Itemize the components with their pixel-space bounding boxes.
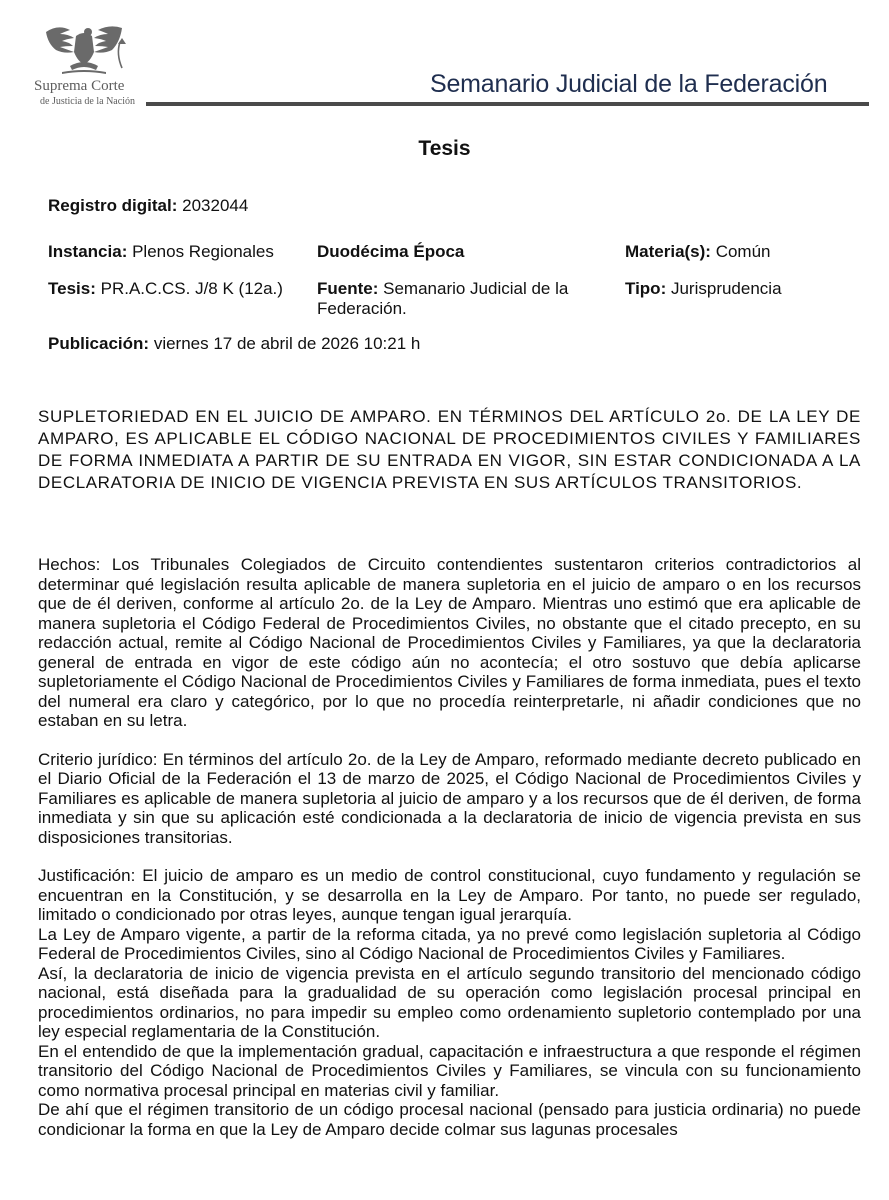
eagle-seal-icon [36,22,136,80]
tipo-value: Jurisprudencia [670,279,782,298]
justificacion-paragraph: De ahí que el régimen transitorio de un código procesal nacional (pensado para justicia ordinaria) no puede condicionar la forma en que la Ley de Amparo decide colmar sus lagunas procesales [38,1100,861,1139]
tesis-label: Tesis: [48,279,96,298]
publicacion-label: Publicación: [48,334,150,353]
tesis-value: PR.A.C.CS. J/8 K (12a.) [100,279,283,298]
fuente [317,279,607,319]
registro-digital [48,196,248,216]
materia-value: Común [715,242,771,261]
tipo-label: Tipo: [625,279,667,298]
justificacion-paragraph: Justificación: El juicio de amparo es un medio de control constitucional, cuyo fundamento y regulación se encuentran en la Constitución, y se desarrolla en la Ley de Amparo. Por tanto, no puede ser regulado, limitado o condicionado por otras leyes, aunque tengan igual jerarquía. [38,866,861,924]
epoca-value: Duodécima Época [317,242,465,261]
materia-label: Materia(s): [625,242,711,261]
instancia-value: Plenos Regionales [132,242,274,261]
header-divider [146,102,869,106]
justificacion-paragraph: La Ley de Amparo vigente, a partir de la reforma citada, ya no prevé como legislación supletoria al Código Federal de Procedimientos Civiles, sino al Código Nacional de Procedimientos Civiles y Familiares. [38,924,861,963]
epoca [317,242,464,262]
registro-value: 2032044 [182,196,249,215]
tipo [625,279,782,299]
page-header [0,0,889,112]
justificacion-paragraph: Así, la declaratoria de inicio de vigencia prevista en el artículo segundo transitorio del mencionado código nacional, está diseñada para la gradualidad de su operación como legislación procesal principal en procedimientos ordinarios, no para impedir su empleo como ordenamiento supletorio contemplado por una ley especial reglamentaria de la Constitución. [38,963,861,1041]
criterio-paragraph: Criterio jurídico: En términos del artículo 2o. de la Ley de Amparo, reformado mediante decreto publicado en el Diario Oficial de la Federación el 13 de marzo de 2025, el Código Nacional de Procedimientos Civiles y Familiares es aplicable de manera supletoria al juicio de amparo y a los recursos que de él deriven, de forma inmediata y sin que su aplicación esté condicionada a la declaratoria de inicio de vigencia prevista en sus disposiciones transitorias. [38,749,861,847]
hechos-paragraph: Hechos: Los Tribunales Colegiados de Circuito contendientes sustentaron criterios contradictorios al determinar qué legislación resulta aplicable de manera supletoria en el juicio de amparo o en los recursos que de él deriven, conforme al artículo 2o. de la Ley de Amparo. Mientras uno estimó que era aplicable de manera supletoria el Código Federal de Procedimientos Civiles, no obstante que el citado precepto, en su redacción actual, remite al Código Nacional de Procedimientos Civiles y Familiares, ya que la declaratoria general de entrada en vigor de este código aún no acontecía; el otro sostuvo que debía aplicarse supletoriamente el Código Nacional de Procedimientos Civiles y Familiares de forma inmediata, pues el texto del numeral era claro y categórico, por lo que no procedía reinterpretarle, ni añadir condiciones que no estaban en su letra. [38,555,861,730]
fuente-value: Semanario Judicial de la Federación. [317,279,569,318]
fuente-label: Fuente: [317,279,379,298]
institution-subtitle: de Justicia de la Nación [40,96,135,107]
tesis-number [48,279,283,299]
institution-name: Suprema Corte [34,78,125,94]
instancia-label: Instancia: [48,242,128,261]
scjn-logo[interactable] [34,22,144,108]
registro-label: Registro digital: [48,196,178,215]
instancia [48,242,274,262]
site-title[interactable]: Semanario Judicial de la Federación [430,70,828,98]
thesis-body [38,555,861,1139]
publicacion-value: viernes 17 de abril de 2026 10:21 h [153,334,421,353]
materia [625,242,771,262]
page-title: Tesis [418,137,471,160]
thesis-rubro: SUPLETORIEDAD EN EL JUICIO DE AMPARO. EN TÉRMINOS DEL ARTÍCULO 2o. DE LA LEY DE AMPARO, ES APLICABLE EL CÓDIGO NACIONAL DE PROCEDIMIENTOS CIVILES Y FAMILIARES DE FORMA INMEDIATA A PARTIR DE SU ENTRADA EN VIGOR, SIN ESTAR CONDICIONADA A LA DECLARATORIA DE INICIO DE VIGENCIA PREVISTA EN SUS ARTÍCULOS TRANSITORIOS. [38,407,861,492]
justificacion-paragraph: En el entendido de que la implementación gradual, capacitación e infraestructura a que responde el régimen transitorio del Código Nacional de Procedimientos Civiles y Familiares, se vincula con su funcionamiento como normativa procesal principal en materias civil y familiar. [38,1041,861,1100]
publicacion [48,334,420,354]
